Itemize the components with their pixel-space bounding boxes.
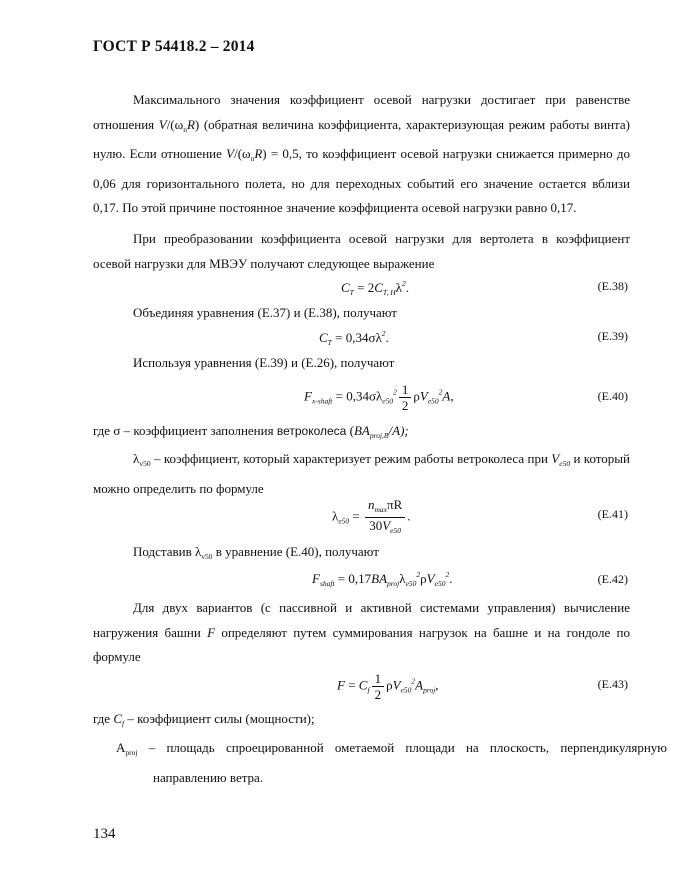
document-header: ГОСТ Р 54418.2 – 2014: [93, 38, 255, 55]
paragraph-3: Объединяя уравнения (Е.37) и (Е.38), получают: [133, 305, 397, 320]
equation-number-e39: (Е.39): [597, 329, 628, 343]
page-number: 134: [93, 826, 116, 842]
equation-e40: $F_{x-shaft} = 0,34\sigma\lambda_{e50}^2$ $\frac{1}{2}$ $\rho V_{e50}^2A$,: [304, 382, 454, 413]
equation-e41: $\lambda_{e50}$ = $\frac{n_{max}\pi R}{30V_{e50}}$ .: [332, 497, 411, 535]
paragraph-2: При преобразовании коэффициента осевой нагрузки для вертолета в коэффициент осевой нагрузки для МВЭУ получают следующее выражение: [93, 231, 630, 271]
equation-e42: $F_{shaft} = 0,17BA_{proj}\lambda_{e50}^2\rho V_{e50}^2$.: [312, 570, 453, 588]
equation-e43: $F = C_f$ $\frac{1}{2}$ $\rho V_{e50}^2A_{proj}$,: [337, 671, 439, 702]
paragraph-6: $\lambda_{v50}$ – коэффициент, который характеризует режим работы ветроколеса при $V_{e50}$ и который можно определить по формуле: [93, 451, 630, 496]
equation-number-e40: (Е.40): [597, 389, 628, 403]
paragraph-7: Подставив $\lambda_{v50}$ в уравнение (Е.40), получают: [133, 544, 379, 561]
paragraph-10: $A_{proj}$ – площадь спроецированной ометаемой площади на плоскость, перпендикулярную направлению ветра.: [116, 740, 667, 785]
equation-number-e38: (Е.38): [597, 279, 628, 293]
equation-number-e41: (Е.41): [597, 507, 628, 521]
paragraph-5: где σ – коэффициент заполнения ветроколеса $(BA_{proj,B}/A)$;: [93, 423, 409, 440]
paragraph-8: Для двух вариантов (с пассивной и активной системами управления) вычисление нагружения башни F определяют путем суммирования нагрузок на башне и на гондоле по формуле: [93, 600, 631, 664]
equation-e38: $C_T = 2C_{T, H}\lambda^2$.: [341, 279, 409, 297]
equation-number-e43: (Е.43): [597, 677, 628, 691]
paragraph-1: Максимального значения коэффициент осевой нагрузки достигает при равенстве отношения $V/(\omega_nR)$ (обратная величина коэффициента, характеризующая режим работы винта) нулю. Если отношение $V/(\omega_nR) = 0,5$, то коэффициент осевой нагрузки снижается примерно до 0,06 для горизонтального полета, но для переходных событий его значение остается вблизи 0,17. По этой причине постоянное значение коэффициента осевой нагрузки равно 0,17.: [93, 92, 631, 215]
paragraph-9: где $C_f$ – коэффициент силы (мощности);: [93, 711, 315, 728]
paragraph-4: Используя уравнения (Е.39) и (Е.26), получают: [133, 355, 395, 370]
equation-e39: $C_T = 0,34\sigma\lambda^2$.: [319, 329, 389, 347]
equation-number-e42: (Е.42): [597, 572, 628, 586]
